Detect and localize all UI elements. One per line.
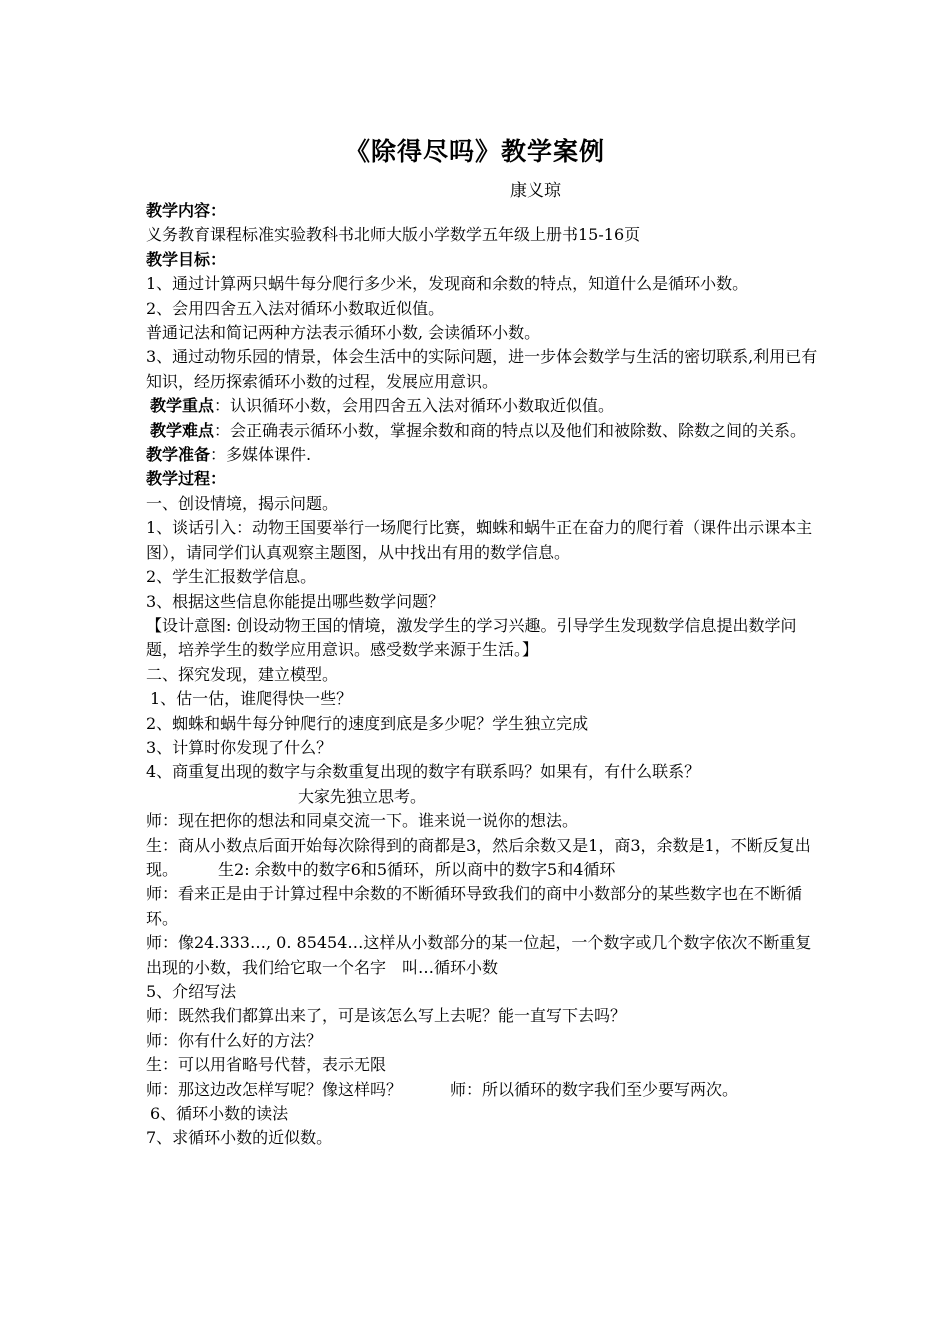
content-text: 义务教育课程标准实验教科书北师大版小学数学五年级上册书15-16页 <box>146 225 641 245</box>
preparation-text: ：多媒体课件. <box>210 445 312 465</box>
part-1-step-3: 3、根据这些信息你能提出哪些数学问题？ <box>146 591 445 611</box>
document-title: 《除得尽吗》教学案例 <box>344 137 605 166</box>
document-body <box>146 199 826 1151</box>
teacher-line-6: 师：那这边改怎样写呢？像这样吗？ <box>146 1079 403 1099</box>
content-heading: 教学内容： <box>146 201 227 220</box>
part-2-step-5: 5、介绍写法 <box>146 982 237 1001</box>
process-heading: 教学过程： <box>146 469 227 489</box>
part-2-step-2: 2、蜘蛛和蜗牛每分钟爬行的速度到底是多少呢？学生独立完成 <box>146 713 589 733</box>
teacher-line-5: 师：你有什么好的方法？ <box>146 1030 323 1050</box>
difficult-points-label: 教学难点 <box>150 420 215 440</box>
design-note: 【设计意图: 创设动物王国的情境，激发学生的学习兴趣。引导学生发现数学信息提出数学问题，培养学生的数学应用意识。感受数学来源于生活。】 <box>146 615 797 660</box>
document-author: 康义琼 <box>510 181 561 201</box>
part-1-title: 一、创设情境，揭示问题。 <box>146 493 339 513</box>
teacher-line-7: 师：所以循环的数字我们至少要写两次。 <box>450 1079 739 1099</box>
student-line-2: 生2: 余数中的数字6和5循环，所以商中的数字5和4循环 <box>218 859 616 879</box>
part-2-step-4-note: 大家先独立思考。 <box>298 786 427 806</box>
goal-3: 3、通过动物乐园的情景，体会生活中的实际问题，进一步体会数学与生活的密切联系,利用已有知识，经历探索循环小数的过程，发展应用意识。 <box>146 347 818 391</box>
key-points <box>146 394 826 418</box>
key-points-label: 教学重点 <box>150 396 215 416</box>
student-line-3: 生：可以用省略号代替，表示无限 <box>146 1055 387 1075</box>
part-2-step-6: 6、循环小数的读法 <box>150 1104 289 1124</box>
student-lines <box>146 834 826 883</box>
student-line-1: 生：商从小数点后面开始每次除得到的商都是3，然后余数又是1，商3，余数是1，不断反复出现。 <box>146 835 811 879</box>
goal-2: 2、会用四舍五入法对循环小数取近似值。 <box>146 298 445 318</box>
part-1-step-1: 1、谈话引入：动物王国要举行一场爬行比赛，蜘蛛和蜗牛正在奋力的爬行着（课件出示课本主图），请同学们认真观察主题图，从中找出有用的数学信息。 <box>146 518 813 562</box>
part-2-step-4: 4、商重复出现的数字与余数重复出现的数字有联系吗？如果有，有什么联系？ <box>146 762 701 782</box>
part-1-step-2: 2、学生汇报数学信息。 <box>146 567 317 587</box>
preparation <box>146 443 826 467</box>
teacher-line-2: 师：看来正是由于计算过程中余数的不断循环导致我们的商中小数部分的某些数字也在不断循环。 <box>146 884 803 928</box>
key-points-text: ：认识循环小数，会用四舍五入法对循环小数取近似值。 <box>214 396 615 416</box>
difficult-points-text: ：会正确表示循环小数，掌握余数和商的特点以及他们和被除数、除数之间的关系。 <box>214 420 807 440</box>
goals-heading: 教学目标： <box>146 249 227 269</box>
difficult-points <box>146 419 826 443</box>
goal-2b: 普通记法和简记两种方法表示循环小数, 会读循环小数。 <box>146 323 541 343</box>
goal-1: 1、通过计算两只蜗牛每分爬行多少米，发现商和余数的特点，知道什么是循环小数。 <box>146 274 749 294</box>
part-2-step-3: 3、计算时你发现了什么？ <box>146 737 333 757</box>
teacher-line-3: 师：像24.333…, 0. 85454…这样从小数部分的某一位起，一个数字或几个数字依次不断重复出现的小数，我们给它取一个名字 叫…循环小数 <box>146 933 812 977</box>
part-2-step-7: 7、求循环小数的近似数。 <box>146 1128 333 1148</box>
part-2-title: 二、探究发现，建立模型。 <box>146 664 339 684</box>
preparation-label: 教学准备 <box>146 445 211 465</box>
teacher-line-1: 师：现在把你的想法和同桌交流一下。谁来说一说你的想法。 <box>146 811 579 831</box>
teacher-lines <box>146 1078 826 1102</box>
teacher-line-4: 师：既然我们都算出来了，可是该怎么写上去呢？能一直写下去吗？ <box>146 1006 627 1026</box>
part-2-step-1: 1、估一估，谁爬得快一些？ <box>150 689 353 709</box>
